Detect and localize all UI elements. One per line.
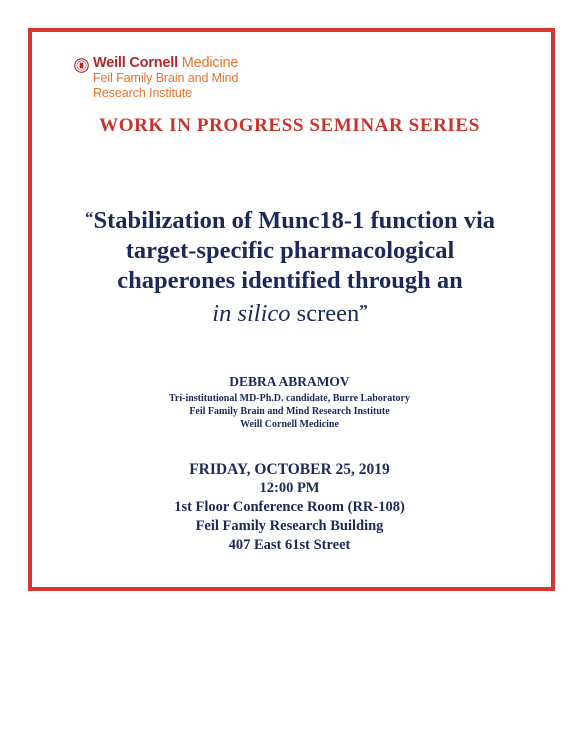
talk-title-line3: chaperones identified through an [117,267,463,294]
event-time: 12:00 PM [259,480,320,496]
talk-title [40,203,540,329]
event-building: Feil Family Research Building [195,518,384,534]
speaker-name: DEBRA ABRAMOV [229,374,350,389]
speaker-block [0,374,579,431]
speaker-affiliation-3: Weill Cornell Medicine [240,419,339,430]
talk-title-line2: target-specific pharmacological [125,237,455,264]
weill-cornell-logo [74,56,238,101]
seal-icon [74,58,89,73]
event-address: 407 East 61st Street [228,537,351,553]
logo-brand: Weill Cornell Medicine [93,55,239,71]
event-details [0,461,579,555]
talk-title-line4: in silico screen” [212,300,368,327]
event-room: 1st Floor Conference Room (RR-108) [174,499,405,515]
logo-subtitle-line1: Feil Family Brain and Mind [93,71,239,85]
speaker-affiliation-2: Feil Family Brain and Mind Research Institute [189,406,390,417]
series-title: WORK IN PROGRESS SEMINAR SERIES [99,115,480,136]
logo-subtitle-line2: Research Institute [93,86,192,100]
speaker-affiliation-1: Tri-institutional MD-Ph.D. candidate, Burre Laboratory [168,393,410,404]
talk-title-line1: “Stabilization of Munc18-1 function via [84,207,496,234]
event-date: FRIDAY, OCTOBER 25, 2019 [189,461,390,478]
